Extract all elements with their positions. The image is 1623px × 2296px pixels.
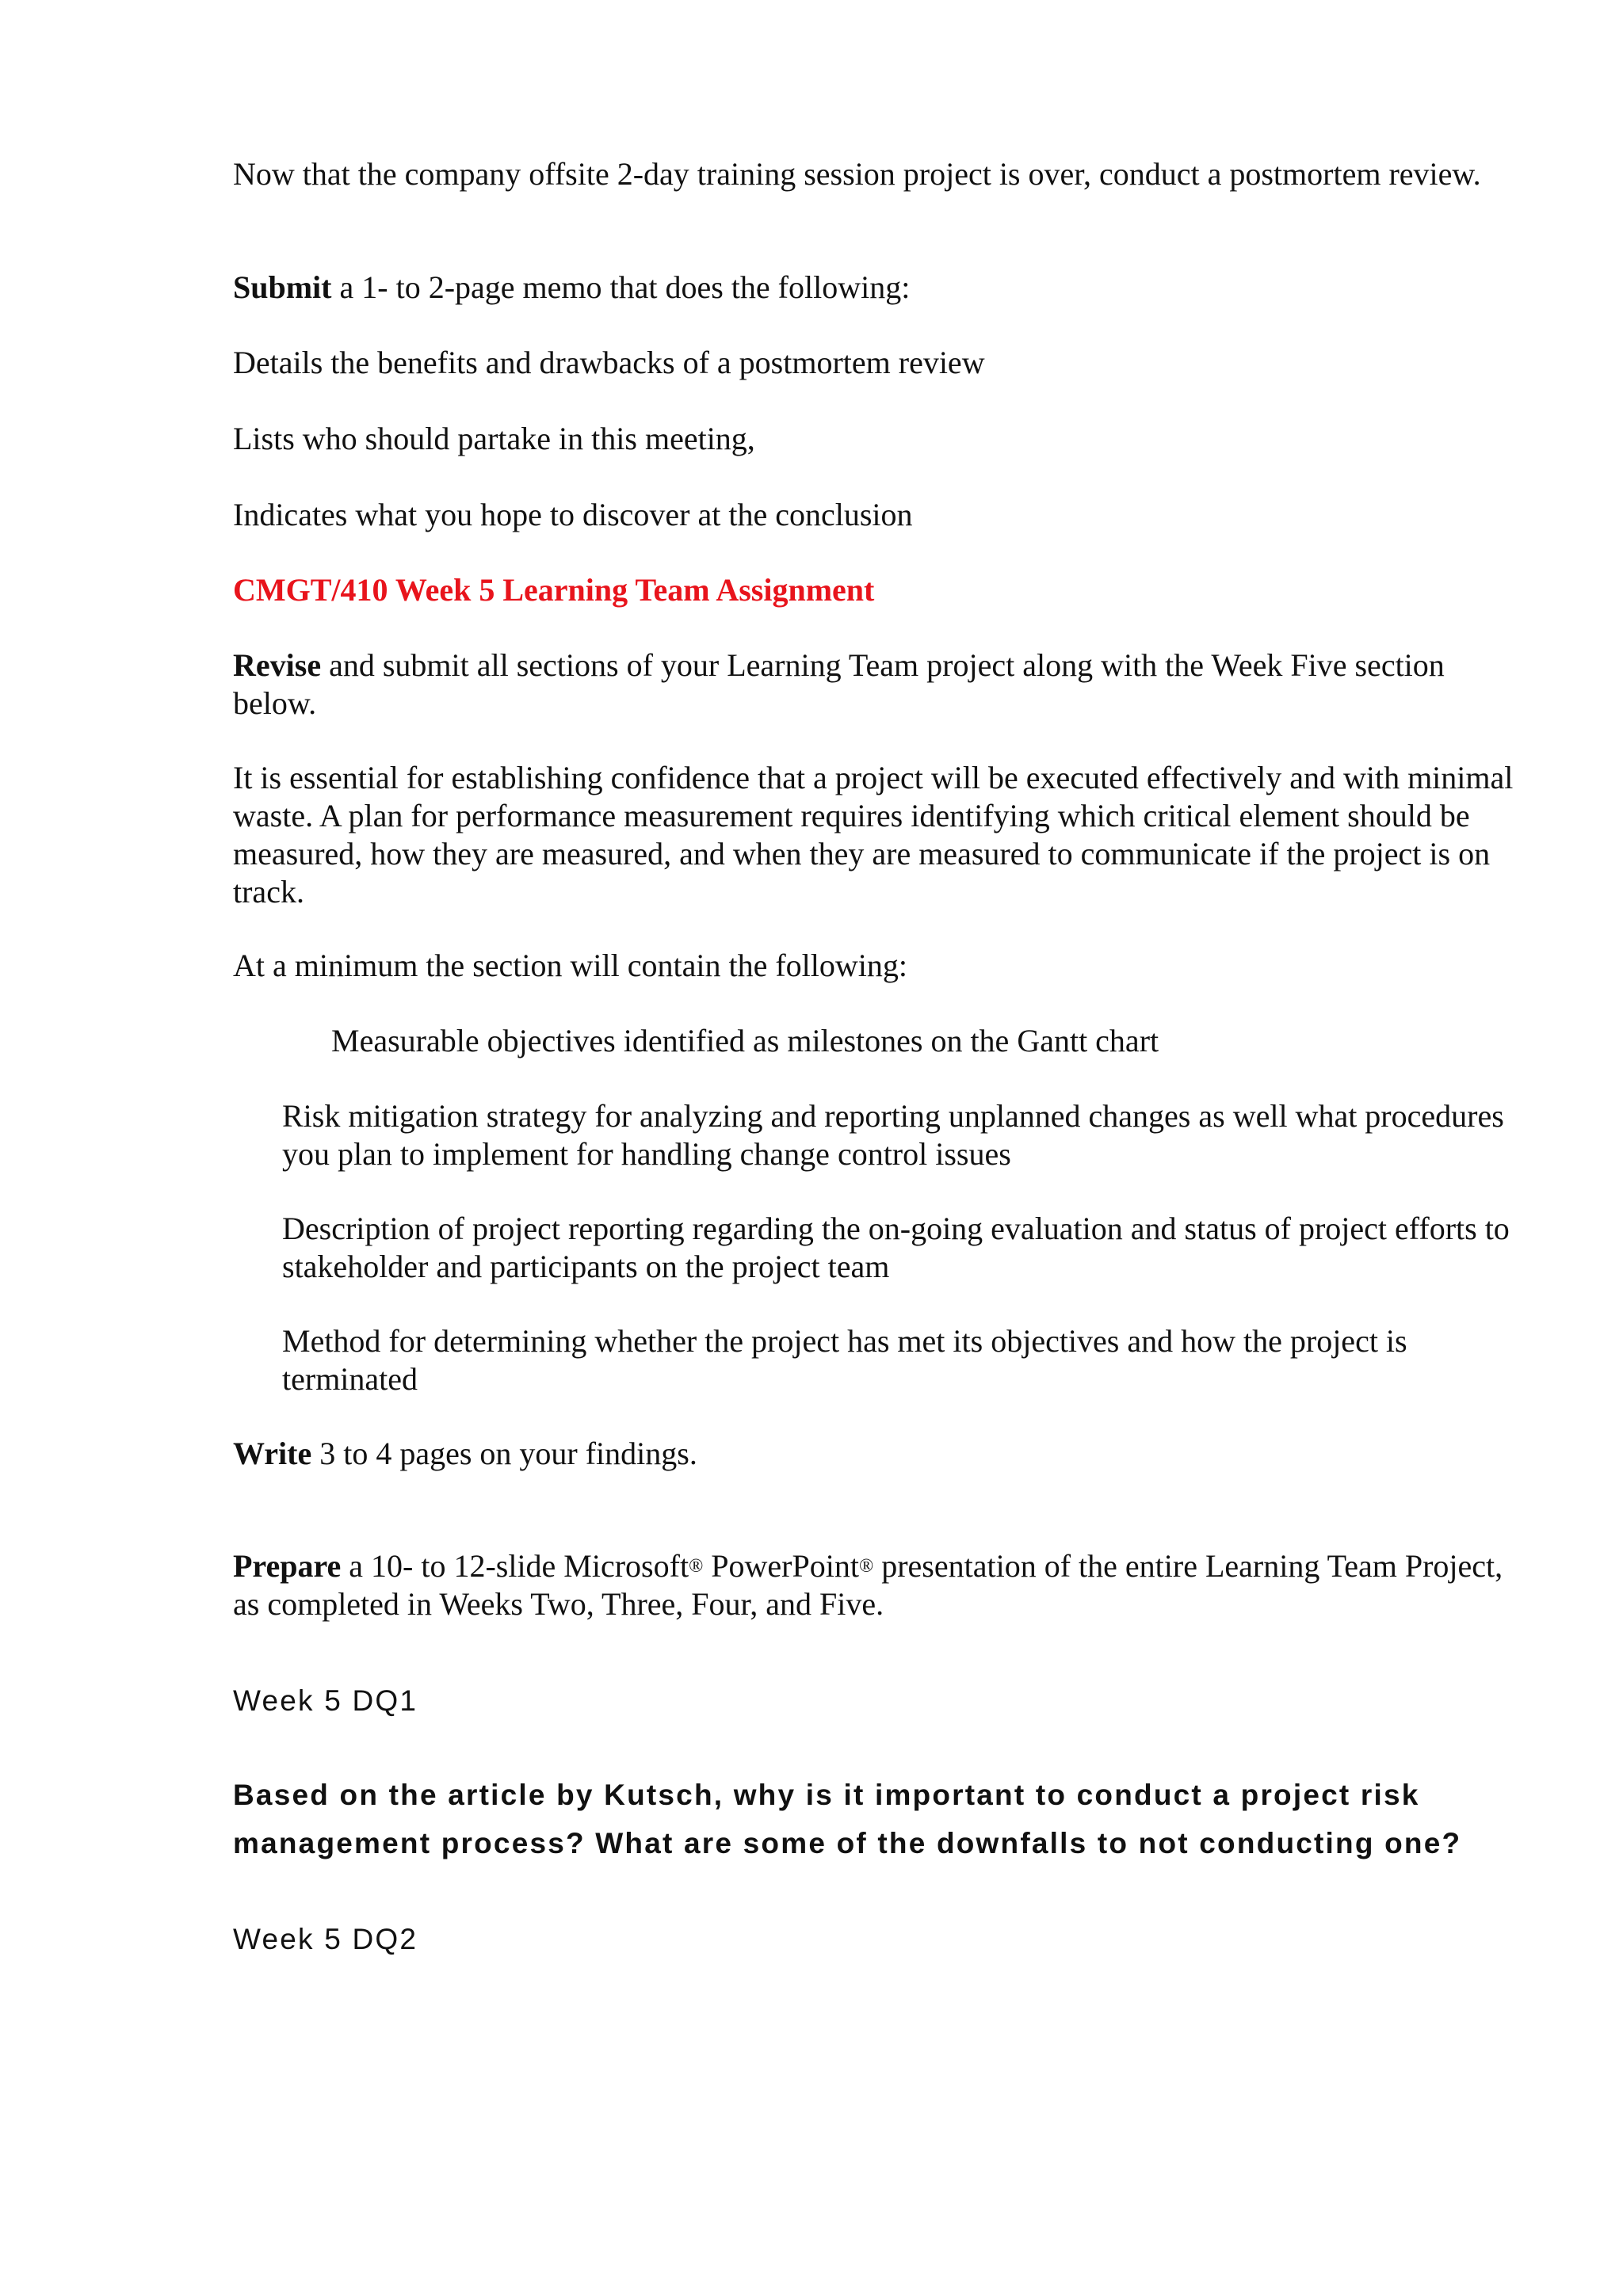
section-item: Measurable objectives identified as milestones on the Gantt chart <box>331 1023 1159 1058</box>
dq1-question: Based on the article by Kutsch, why is it important to conduct a project risk management process? What are some of the downfalls to not conducting one? <box>233 1779 1462 1859</box>
revise-text: and submit all sections of your Learning Team project along with the Week Five section below. <box>233 647 1445 721</box>
assignment-heading: CMGT/410 Week 5 Learning Team Assignment <box>233 572 875 608</box>
prepare-text-1: a 10- to 12-slide Microsoft <box>341 1548 689 1584</box>
submit-lead: Submit <box>233 269 332 305</box>
memo-item: Indicates what you hope to discover at the conclusion <box>233 497 913 532</box>
section-item: Risk mitigation strategy for analyzing and reporting unplanned changes as well what procedures you plan to implement for handling change control issues <box>282 1098 1504 1172</box>
essential-paragraph: It is essential for establishing confidence that a project will be executed effectively and with minimal waste. A plan for performance measurement requires identifying which critical element should be measured, how they are measured, and when they are measured to communicate if the project is on track. <box>233 760 1514 910</box>
submit-text: a 1- to 2-page memo that does the following: <box>331 269 911 305</box>
prepare-lead: Prepare <box>233 1548 342 1584</box>
section-item: Description of project reporting regarding the on-going evaluation and status of project efforts to stakeholder and participants on the project team <box>282 1211 1510 1284</box>
intro-paragraph: Now that the company offsite 2-day training session project is over, conduct a postmortem review. <box>233 156 1481 192</box>
memo-item: Lists who should partake in this meeting, <box>233 421 755 456</box>
memo-item: Details the benefits and drawbacks of a postmortem review <box>233 345 985 380</box>
section-item: Method for determining whether the project has met its objectives and how the project is terminated <box>282 1323 1407 1397</box>
write-lead: Write <box>233 1436 312 1471</box>
submit-instruction <box>233 269 1517 307</box>
registered-mark: ® <box>858 1556 874 1577</box>
dq1-heading: Week 5 DQ1 <box>233 1684 418 1717</box>
prepare-text-2: PowerPoint <box>703 1548 859 1584</box>
prepare-instruction <box>233 1547 1517 1623</box>
write-text: 3 to 4 pages on your findings. <box>311 1436 697 1471</box>
revise-lead: Revise <box>233 647 322 683</box>
registered-mark: ® <box>689 1556 704 1577</box>
prepare-text-3: presentation of the entire Learning Team Project, as completed in Weeks Two, Three, Four, and Five. <box>233 1548 1503 1622</box>
write-instruction <box>233 1435 1517 1473</box>
minimum-intro: At a minimum the section will contain the following: <box>233 948 907 983</box>
dq2-heading: Week 5 DQ2 <box>233 1923 418 1955</box>
revise-instruction <box>233 646 1517 723</box>
